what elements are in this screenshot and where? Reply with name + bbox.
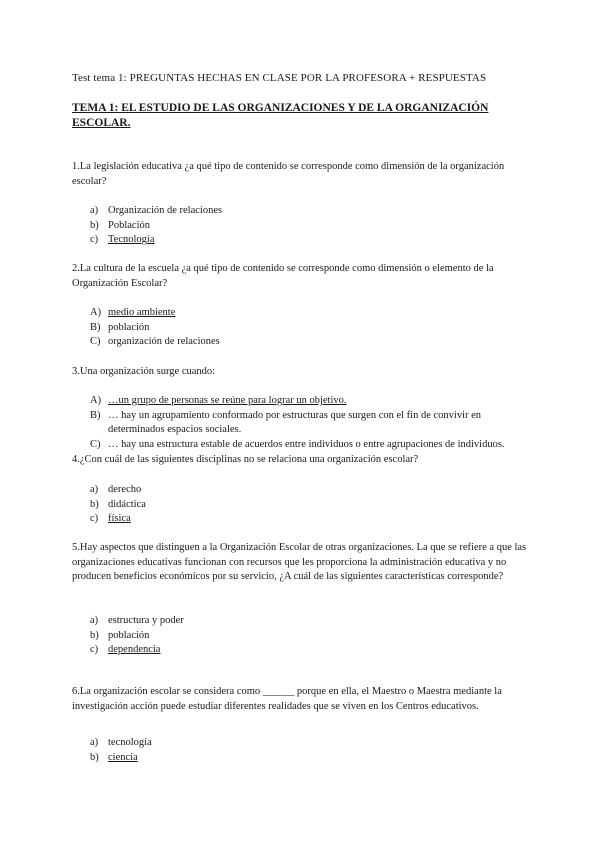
option: b) Población bbox=[90, 219, 150, 231]
option: a) Organización de relaciones bbox=[90, 205, 223, 216]
option-correct: b) ciencia bbox=[90, 751, 138, 763]
question-3: 3.Una organización surge cuando: bbox=[72, 366, 216, 377]
question-1: 1.La legislación educativa ¿a qué tipo de contenido se corresponde como dimensión de la organización escolar? bbox=[72, 161, 505, 187]
question-5: 5.Hay aspectos que distinguen a la Organización Escolar de otras organizaciones. La que se refiere a que las organizaciones educativas funcionan con recursos que les proporciona la administración educativa y no producen beneficios económicos por su servicio, ¿A cuál de las siguientes características corresponde? bbox=[72, 542, 527, 583]
page-title: TEMA 1: EL ESTUDIO DE LAS ORGANIZACIONES Y DE LA ORGANIZACIÓN ESCOLAR. bbox=[72, 102, 489, 129]
option: a) derecho bbox=[90, 484, 142, 495]
option: C) … hay una estructura estable de acuerdos entre individuos o entre agrupaciones de individuos. bbox=[90, 438, 505, 450]
option-correct: c) dependencia bbox=[90, 644, 161, 656]
option: B) … hay un agrupamiento conformado por estructuras que surgen con el fin de convivir en determinados espacios sociales. bbox=[90, 409, 482, 436]
option: a) estructura y poder bbox=[90, 615, 184, 626]
question-1-options bbox=[90, 204, 530, 248]
option-correct: c) Tecnología bbox=[90, 234, 155, 246]
option: C) organización de relaciones bbox=[90, 336, 220, 348]
option: a) tecnología bbox=[90, 737, 152, 748]
question-3-options bbox=[90, 394, 530, 452]
document-header: Test tema 1: PREGUNTAS HECHAS EN CLASE POR LA PROFESORA + RESPUESTAS bbox=[72, 72, 487, 84]
question-2: 2.La cultura de la escuela ¿a qué tipo de contenido se corresponde como dimensión o elemento de la Organización Escolar? bbox=[72, 263, 494, 289]
option: b) población bbox=[90, 629, 150, 641]
question-6-options bbox=[90, 736, 530, 765]
option: b) didáctica bbox=[90, 498, 146, 510]
option-correct: c) física bbox=[90, 513, 131, 525]
question-6: 6.La organización escolar se considera como ______ porque en ella, el Maestro o Maestra mediante la investigación acción puede estudiar diferentes realidades que se viven en los Centros educativos. bbox=[72, 686, 502, 712]
question-4: 4.¿Con cuál de las siguientes disciplinas no se relaciona una organización escolar? bbox=[72, 454, 419, 465]
question-5-options bbox=[90, 614, 530, 658]
question-2-options bbox=[90, 306, 530, 350]
option: B) población bbox=[90, 321, 150, 333]
option-correct: A) …un grupo de personas se reúne para lograr un objetivo. bbox=[90, 395, 347, 406]
option-correct: A) medio ambiente bbox=[90, 307, 176, 318]
question-4-options bbox=[90, 483, 530, 527]
